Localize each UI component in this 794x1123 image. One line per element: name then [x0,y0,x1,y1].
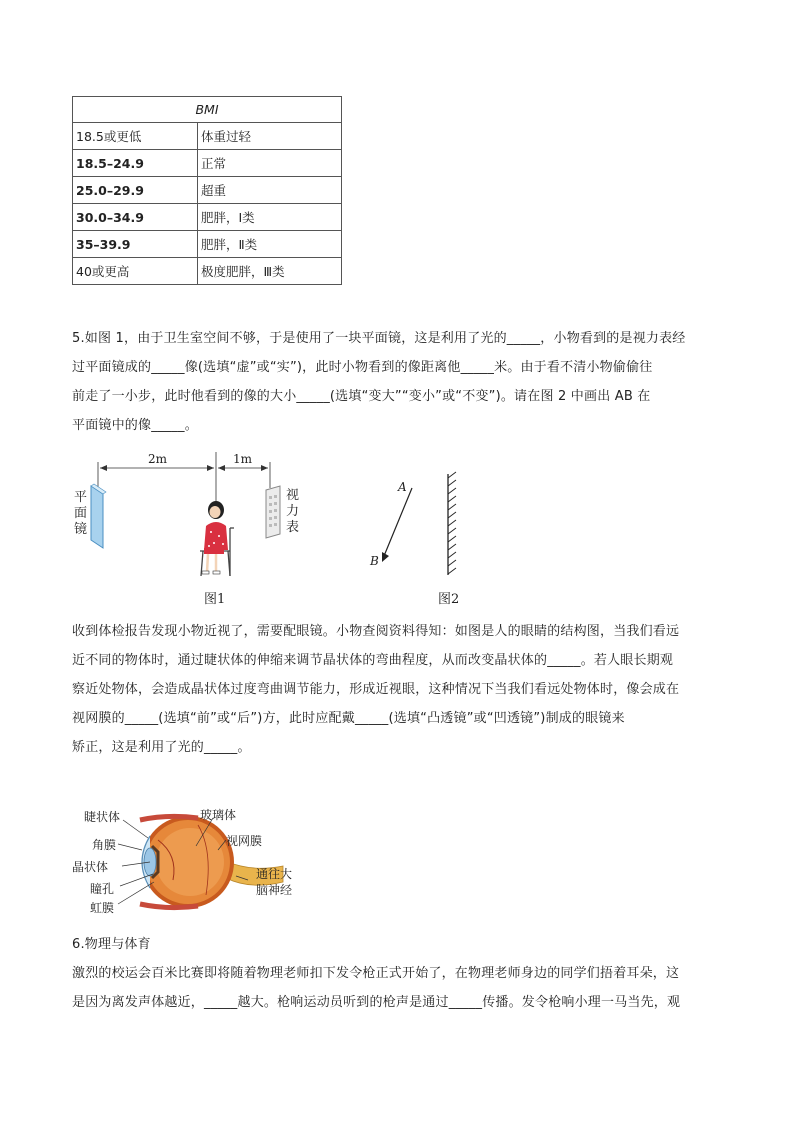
table-cell: 极度肥胖，Ⅲ类 [198,258,342,285]
figure-2 [360,470,480,610]
table-cell: 体重过轻 [198,123,342,150]
ciliary-label: 睫状体 [84,810,121,824]
figure-1 [70,448,330,613]
dimension-label-2m: 2m [148,452,168,466]
table-cell: 肥胖，Ⅰ类 [198,204,342,231]
question-5-line: 过平面镜成的_____像(选填“虚”或“实”)，此时小物看到的像距离他_____米。由于看不清小物偷偷往 [72,360,653,375]
table-cell: 40或更高 [73,258,198,285]
vision-chart-label: 视 力 表 [286,488,300,535]
question-5-line: 平面镜中的像_____。 [72,418,198,433]
table-cell: 18.5或更低 [73,123,198,150]
question-5-line: 前走了一小步，此时他看到的像的大小_____(选填“变大”“变小”或“不变”)。请在图 2 中画出 AB 在 [72,389,651,404]
table-cell: 超重 [198,177,342,204]
lens-label: 晶状体 [72,860,109,874]
table-row [73,177,342,204]
table-cell: 18.5–24.9 [73,150,198,177]
mirror-label: 平 面 镜 [74,490,88,537]
eye-paragraph [72,617,722,762]
question-5 [72,324,722,440]
eye-paragraph-line: 视网膜的_____(选填“前”或“后”)方，此时应配戴_____(选填“凸透镜”或“凹透镜”)制成的眼镜来 [72,711,625,726]
question-6-line: 是因为离发声体越近，_____越大。枪响运动员听到的枪声是通过_____传播。发令枪响小理一马当先，观 [72,995,681,1010]
table-cell: 正常 [198,150,342,177]
eye-paragraph-line: 收到体检报告发现小物近视了，需要配眼镜。小物查阅资料得知：如图是人的眼睛的结构图，当我们看远 [72,624,680,639]
girl-figure [202,501,228,574]
figure-2-drawing [360,470,480,610]
bmi-table [72,96,342,285]
table-row [73,204,342,231]
cornea-label: 角膜 [92,838,117,852]
question-6-line: 激烈的校运会百米比赛即将随着物理老师扣下发令枪正式开始了，在物理老师身边的同学们捂着耳朵，这 [72,966,680,981]
table-cell: 25.0–29.9 [73,177,198,204]
question-6-title: 6.物理与体育 [72,937,151,952]
point-a-label: A [398,480,407,494]
pupil-label: 瞳孔 [90,882,115,896]
iris-label: 虹膜 [90,901,115,915]
table-cell: 30.0–34.9 [73,204,198,231]
table-row [73,150,342,177]
question-5-line: 5.如图 1，由于卫生室空间不够，于是使用了一块平面镜，这是利用了光的_____，小物看到的是视力表经 [72,331,686,346]
table-row [73,123,342,150]
nerve-label: 通往大 脑神经 [256,867,293,897]
table-row [73,231,342,258]
vitreous-label: 玻璃体 [200,808,237,822]
dimension-label-1m: 1m [233,452,253,466]
retina-label: 视网膜 [226,834,263,848]
figure-1-caption: 图1 [204,592,226,607]
point-b-label: B [370,554,379,568]
table-cell: 肥胖，Ⅱ类 [198,231,342,258]
eye-paragraph-line: 矫正，这是利用了光的_____。 [72,740,251,755]
table-row [73,258,342,285]
eye-paragraph-line: 近不同的物体时，通过睫状体的伸缩来调节晶状体的弯曲程度，从而改变晶状体的_____。若人眼长期观 [72,653,674,668]
figure-2-caption: 图2 [438,592,460,607]
table-cell: 35–39.9 [73,231,198,258]
bmi-table-header: BMI [73,97,342,123]
eye-diagram [72,800,328,922]
eye-paragraph-line: 察近处物体，会造成晶状体过度弯曲调节能力，形成近视眼，这种情况下当我们看远处物体时，像会成在 [72,682,680,697]
question-6 [72,930,722,1017]
